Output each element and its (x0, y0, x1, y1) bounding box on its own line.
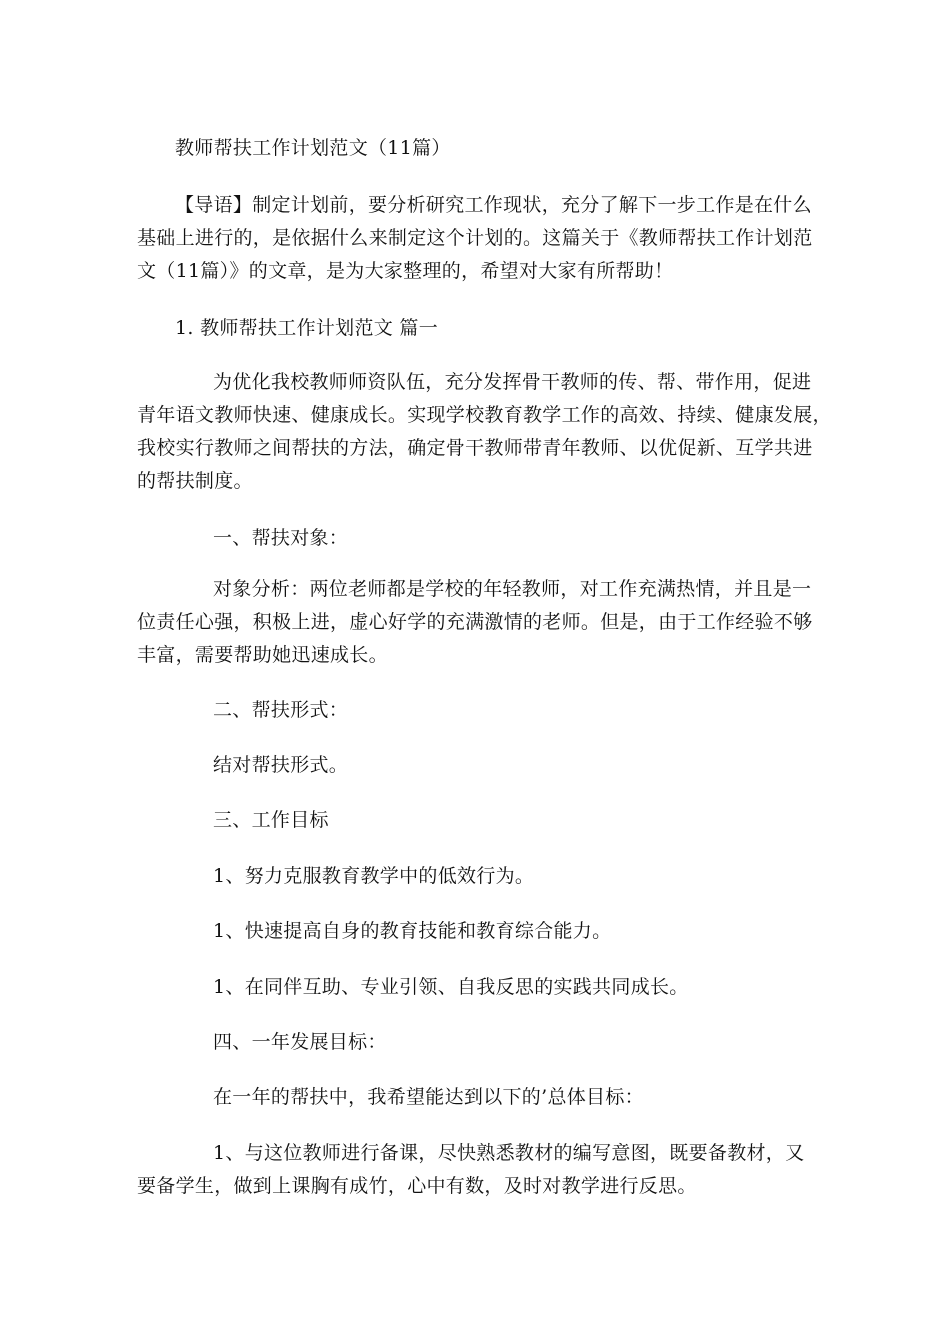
heading-support-form: 二、帮扶形式： (213, 699, 349, 721)
document-title: 教师帮扶工作计划范文（11篇） (175, 137, 451, 159)
paragraph1-line-1: 为优化我校教师师资队伍，充分发挥骨干教师的传、帮、带作用，促进 (213, 371, 812, 393)
section-title: 1. 教师帮扶工作计划范文 篇一 (175, 317, 439, 339)
paragraph1-line-2: 青年语文教师快速、健康成长。实现学校教育教学工作的高效、持续、健康发展， (137, 404, 832, 426)
paragraph5-line-2: 要备学生，做到上课胸有成竹，心中有数，及时对教学进行反思。 (137, 1175, 697, 1197)
goal-item-1: 1、努力克服教育教学中的低效行为。 (213, 865, 535, 887)
intro-line-3: 文（11篇）》的文章，是为大家整理的，希望对大家有所帮助！ (137, 260, 674, 282)
intro-line-1: 【导语】制定计划前，要分析研究工作现状，充分了解下一步工作是在什么 (175, 194, 812, 216)
paragraph2-line-3: 丰富，需要帮助她迅速成长。 (137, 644, 388, 666)
paragraph2-line-2: 位责任心强，积极上进，虚心好学的充满激情的老师。但是，由于工作经验不够 (137, 611, 813, 633)
intro-line-2: 基础上进行的，是依据什么来制定这个计划的。这篇关于《教师帮扶工作计划范 (137, 227, 813, 249)
paragraph5-line-1: 1、与这位教师进行备课，尽快熟悉教材的编写意图，既要备教材，又 (213, 1142, 805, 1164)
heading-work-goals: 三、工作目标 (213, 809, 329, 831)
heading-support-target: 一、帮扶对象： (213, 527, 349, 549)
heading-annual-goals: 四、一年发展目标： (213, 1031, 387, 1053)
goal-item-2: 1、快速提高自身的教育技能和教育综合能力。 (213, 920, 612, 942)
paragraph1-line-4: 的帮扶制度。 (137, 470, 253, 492)
paragraph3: 结对帮扶形式。 (213, 754, 349, 776)
paragraph1-line-3: 我校实行教师之间帮扶的方法，确定骨干教师带青年教师、以优促新、互学共进 (137, 437, 813, 459)
goal-item-3: 1、在同伴互助、专业引领、自我反思的实践共同成长。 (213, 976, 689, 998)
paragraph2-line-1: 对象分析：两位老师都是学校的年轻教师，对工作充满热情，并且是一 (213, 578, 812, 600)
paragraph4: 在一年的帮扶中，我希望能达到以下的’总体目标： (213, 1086, 644, 1108)
